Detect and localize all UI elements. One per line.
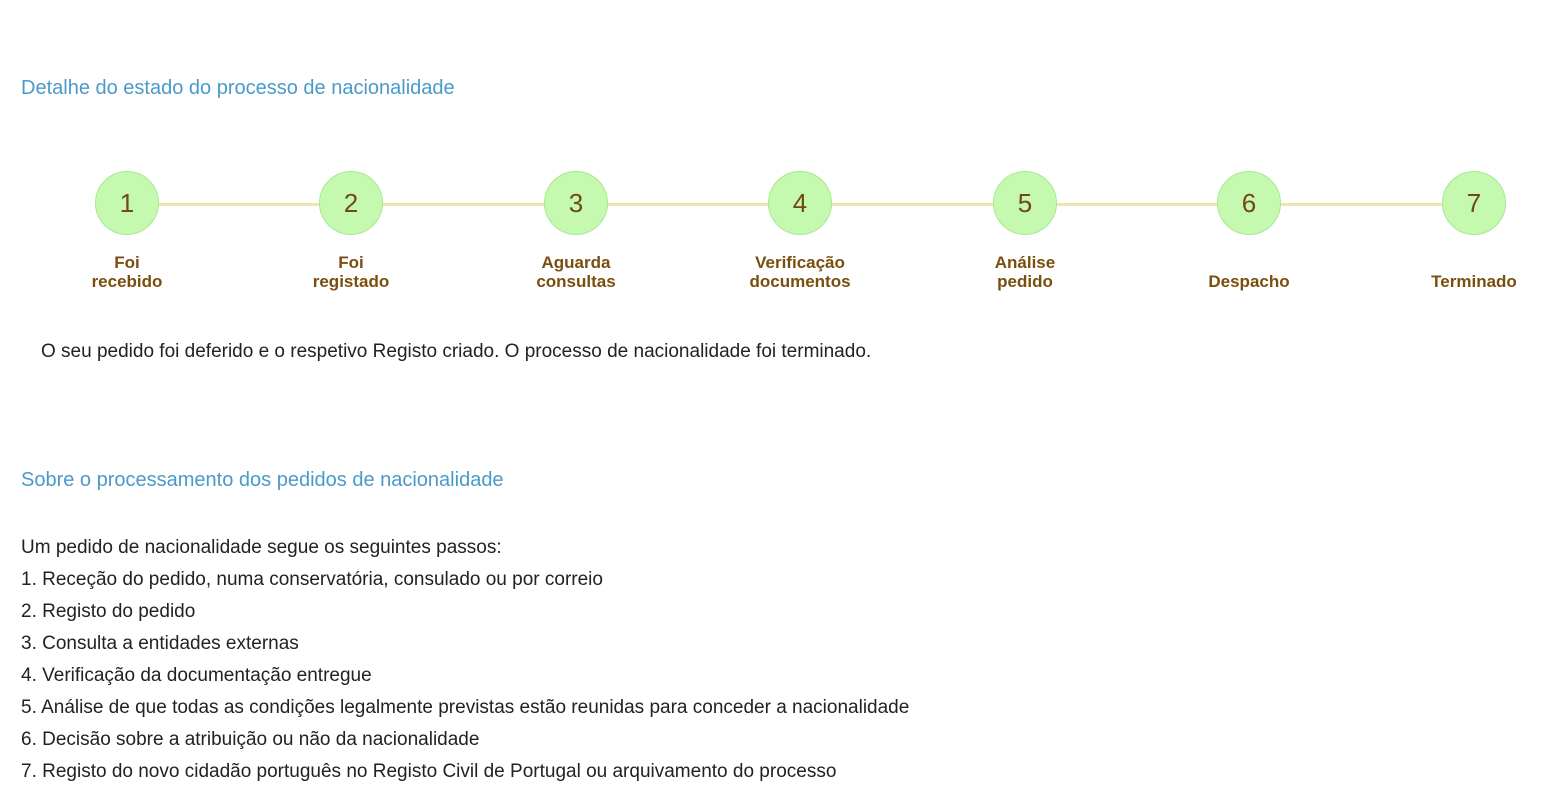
- step-circle: 2: [319, 171, 383, 235]
- step-label: Despacho: [1208, 272, 1290, 291]
- list-item: 7. Registo do novo cidadão português no Registo Civil de Portugal ou arquivamento do processo: [21, 761, 837, 782]
- step-1: [47, 171, 207, 291]
- process-steps-list: [21, 564, 909, 788]
- about-intro: Um pedido de nacionalidade segue os seguintes passos:: [21, 537, 502, 558]
- step-circle: 7: [1442, 171, 1506, 235]
- step-label: Foi recebido: [91, 253, 163, 291]
- step-circle: 4: [768, 171, 832, 235]
- list-item: 4. Verificação da documentação entregue: [21, 665, 372, 686]
- step-label: Foi registado: [312, 253, 390, 291]
- list-item: 1. Receção do pedido, numa conservatória, consulado ou por correio: [21, 569, 603, 590]
- list-item: 5. Análise de que todas as condições legalmente previstas estão reunidas para conceder a nacionalidade: [21, 697, 910, 718]
- list-item: 6. Decisão sobre a atribuição ou não da nacionalidade: [21, 729, 480, 750]
- list-item: 3. Consulta a entidades externas: [21, 633, 299, 654]
- step-label: Verificação documentos: [749, 253, 851, 291]
- status-section-title: Detalhe do estado do processo de nacionalidade: [21, 77, 455, 99]
- step-6: [1169, 171, 1329, 291]
- step-label: Terminado: [1431, 272, 1517, 291]
- progress-tracker: [0, 168, 1564, 298]
- step-5: [945, 171, 1105, 291]
- step-2: [271, 171, 431, 291]
- step-7: [1394, 171, 1554, 291]
- step-circle: 3: [544, 171, 608, 235]
- list-item: 2. Registo do pedido: [21, 601, 196, 622]
- step-label: Aguarda consultas: [536, 253, 616, 291]
- step-label: Análise pedido: [994, 253, 1056, 291]
- step-circle: 6: [1217, 171, 1281, 235]
- step-3: [496, 171, 656, 291]
- step-4: [720, 171, 880, 291]
- step-circle: 5: [993, 171, 1057, 235]
- step-circle: 1: [95, 171, 159, 235]
- status-message: O seu pedido foi deferido e o respetivo Registo criado. O processo de nacionalidade foi terminado.: [41, 341, 872, 362]
- about-section-title: Sobre o processamento dos pedidos de nacionalidade: [21, 469, 504, 491]
